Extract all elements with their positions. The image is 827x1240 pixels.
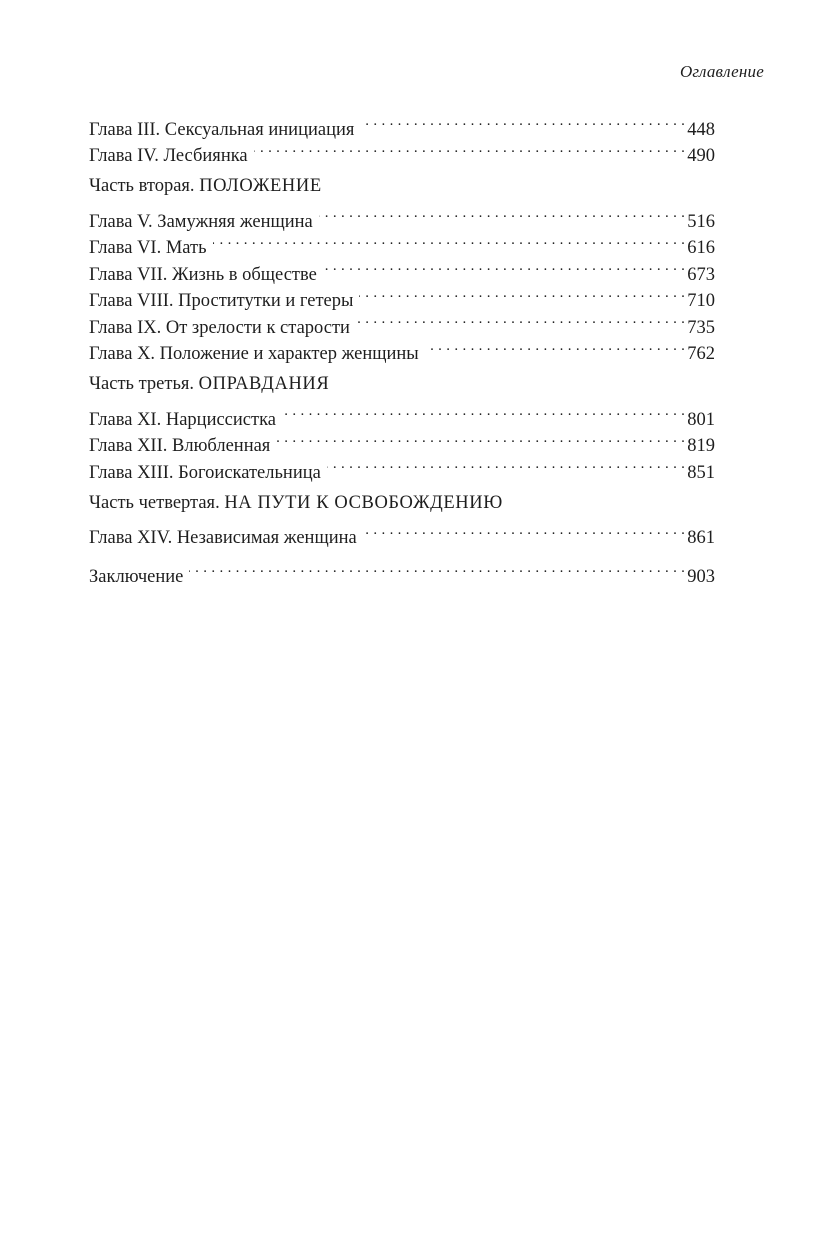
part-heading-title: ПОЛОЖЕНИЕ	[199, 176, 322, 196]
toc-entry-page: 490	[687, 146, 715, 166]
toc-entry-title: Заключение	[89, 566, 184, 587]
toc-entry-page: 801	[687, 409, 715, 430]
running-head: Оглавление	[679, 62, 764, 81]
dot-leader	[363, 517, 686, 544]
dot-leader	[425, 333, 686, 360]
toc-entry-page: 448	[687, 119, 715, 140]
toc-entry-title: Глава XIV. Независимая женщина	[89, 528, 357, 548]
dot-leader	[213, 227, 686, 254]
toc-section	[89, 371, 715, 483]
toc-section	[89, 555, 715, 587]
toc-section	[89, 108, 715, 166]
dot-leader	[323, 253, 685, 280]
part-heading	[89, 173, 715, 200]
dot-leader	[356, 306, 685, 333]
dot-leader	[327, 451, 685, 478]
toc-entry[interactable]	[89, 108, 715, 140]
toc-entry-title: Глава VIII. Проститутки и гетеры	[89, 291, 354, 311]
toc-entry-title: Глава VI. Мать	[89, 238, 207, 258]
toc-entry-title: Глава XIII. Богоискательница	[89, 462, 321, 483]
toc-entry-title: Глава III. Сексуальная инициация	[89, 119, 355, 140]
toc-entry-title: Глава IV. Лесбиянка	[89, 146, 248, 166]
toc-entry-page: 516	[687, 211, 715, 232]
dot-leader	[254, 135, 686, 162]
part-heading-prefix: Часть третья.	[89, 374, 199, 394]
toc-section	[89, 490, 715, 548]
toc-entry-title: Глава XI. Нарциссистка	[89, 409, 277, 430]
toc-entry-title: Глава V. Замужняя женщина	[89, 211, 313, 232]
dot-leader	[360, 108, 685, 135]
toc-entry-title: Глава VII. Жизнь в обществе	[89, 264, 317, 285]
dot-leader	[319, 200, 686, 227]
toc-entry[interactable]	[89, 555, 715, 587]
part-heading-title: НА ПУТИ К ОСВОБОЖДЕНИЮ	[224, 492, 503, 513]
toc-entry-title: Глава IX. От зрелости к старости	[89, 317, 350, 338]
toc-entry-page: 735	[687, 317, 715, 338]
toc-entry-page: 851	[687, 462, 715, 483]
toc-entry[interactable]	[89, 200, 715, 232]
toc-entry-page: 903	[687, 566, 715, 587]
toc-section	[89, 173, 715, 364]
dot-leader	[359, 280, 685, 307]
toc-entry-page: 710	[687, 291, 715, 311]
toc-entry-title: Глава X. Положение и характер женщины	[89, 344, 419, 364]
part-heading-prefix: Часть четвертая.	[89, 492, 225, 513]
dot-leader	[189, 555, 685, 582]
part-heading-title: ОПРАВДАНИЯ	[198, 374, 330, 394]
dot-leader	[276, 425, 685, 452]
toc-entry-title: Глава XII. Влюбленная	[89, 436, 271, 456]
toc-entry[interactable]	[89, 517, 715, 548]
toc-entry[interactable]	[89, 398, 715, 430]
part-heading-prefix: Часть вторая.	[89, 176, 200, 196]
toc-entry-page: 762	[687, 344, 715, 364]
table-of-contents	[89, 108, 715, 587]
toc-entry-page: 819	[687, 436, 715, 456]
part-heading	[89, 371, 715, 398]
part-heading	[89, 490, 715, 517]
dot-leader	[282, 398, 685, 425]
toc-entry-page: 616	[687, 238, 715, 258]
toc-entry-page: 673	[687, 264, 715, 285]
toc-entry-page: 861	[687, 528, 715, 548]
